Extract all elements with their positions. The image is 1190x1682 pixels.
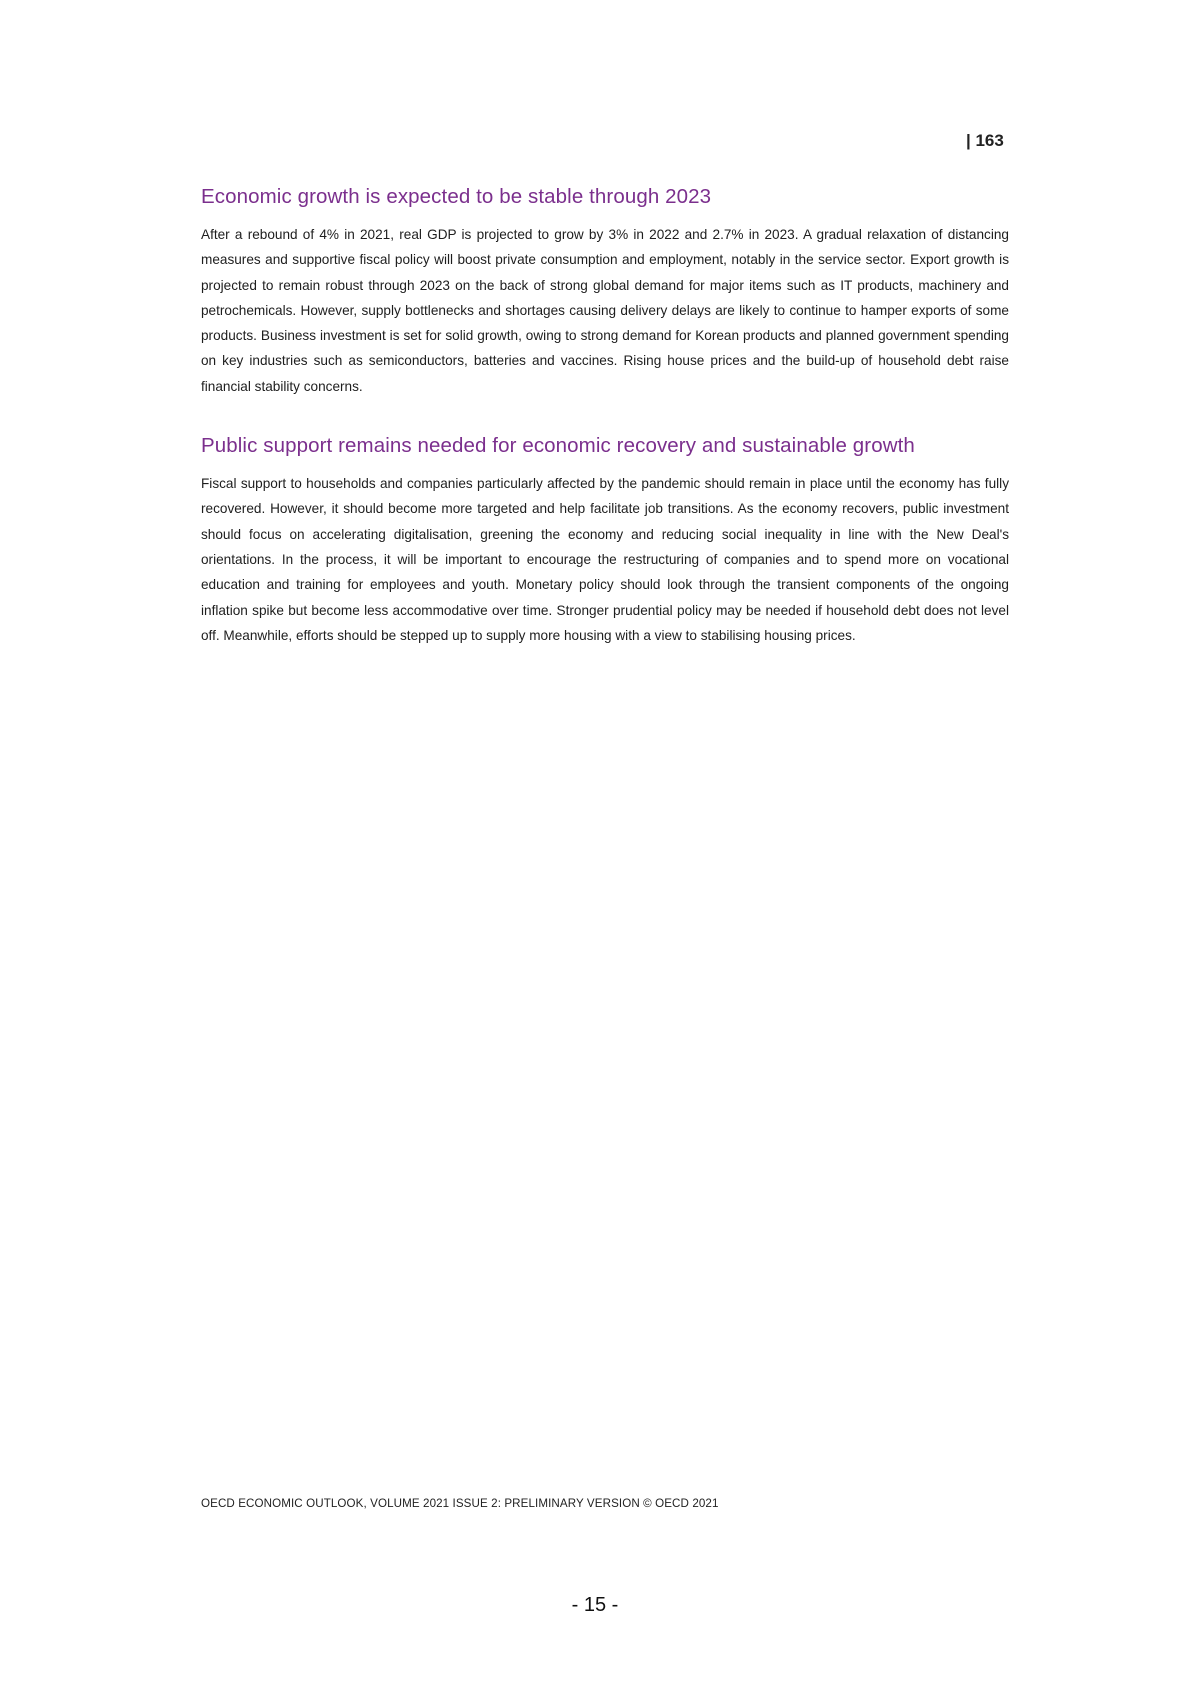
publication-footer: OECD ECONOMIC OUTLOOK, VOLUME 2021 ISSUE 2: PRELIMINARY VERSION © OECD 2021 [201,1497,719,1510]
section-paragraph: After a rebound of 4% in 2021, real GDP is projected to grow by 3% in 2022 and 2.7% in 2023. A gradual relaxation of distancing measures and supportive fiscal policy will boost private consumption and employment, notably in the service sector. Export growth is projected to remain robust through 2023 on the back of strong global demand for major items such as IT products, machinery and petrochemicals. However, supply bottlenecks and shortages causing delivery delays are likely to continue to hamper exports of some products. Business investment is set for solid growth, owing to strong demand for Korean products and planned government spending on key industries such as semiconductors, batteries and vaccines. Rising house prices and the build-up of household debt raise financial stability concerns. [201,227,1009,394]
document-page-number: - 15 - [571,1594,619,1616]
section-heading: Public support remains needed for economic recovery and sustainable growth [201,434,915,458]
section-heading: Economic growth is expected to be stable through 2023 [201,185,712,208]
section-public-support [201,433,1009,648]
document-content [201,184,1009,682]
page-number: | 163 [966,131,1004,150]
section-economic-growth [201,184,1009,399]
section-paragraph: Fiscal support to households and companies particularly affected by the pandemic should remain in place until the economy has fully recovered. However, it should become more targeted and help facilitate job transitions. As the economy recovers, public investment should focus on accelerating digitalisation, greening the economy and reducing social inequality in line with the New Deal's orientations. In the process, it will be important to encourage the restructuring of companies and to spend more on vocational education and training for employees and youth. Monetary policy should look through the transient components of the ongoing inflation spike but become less accommodative over time. Stronger prudential policy may be needed if household debt does not level off. Meanwhile, efforts should be stepped up to supply more housing with a view to stabilising housing prices. [201,476,1009,643]
